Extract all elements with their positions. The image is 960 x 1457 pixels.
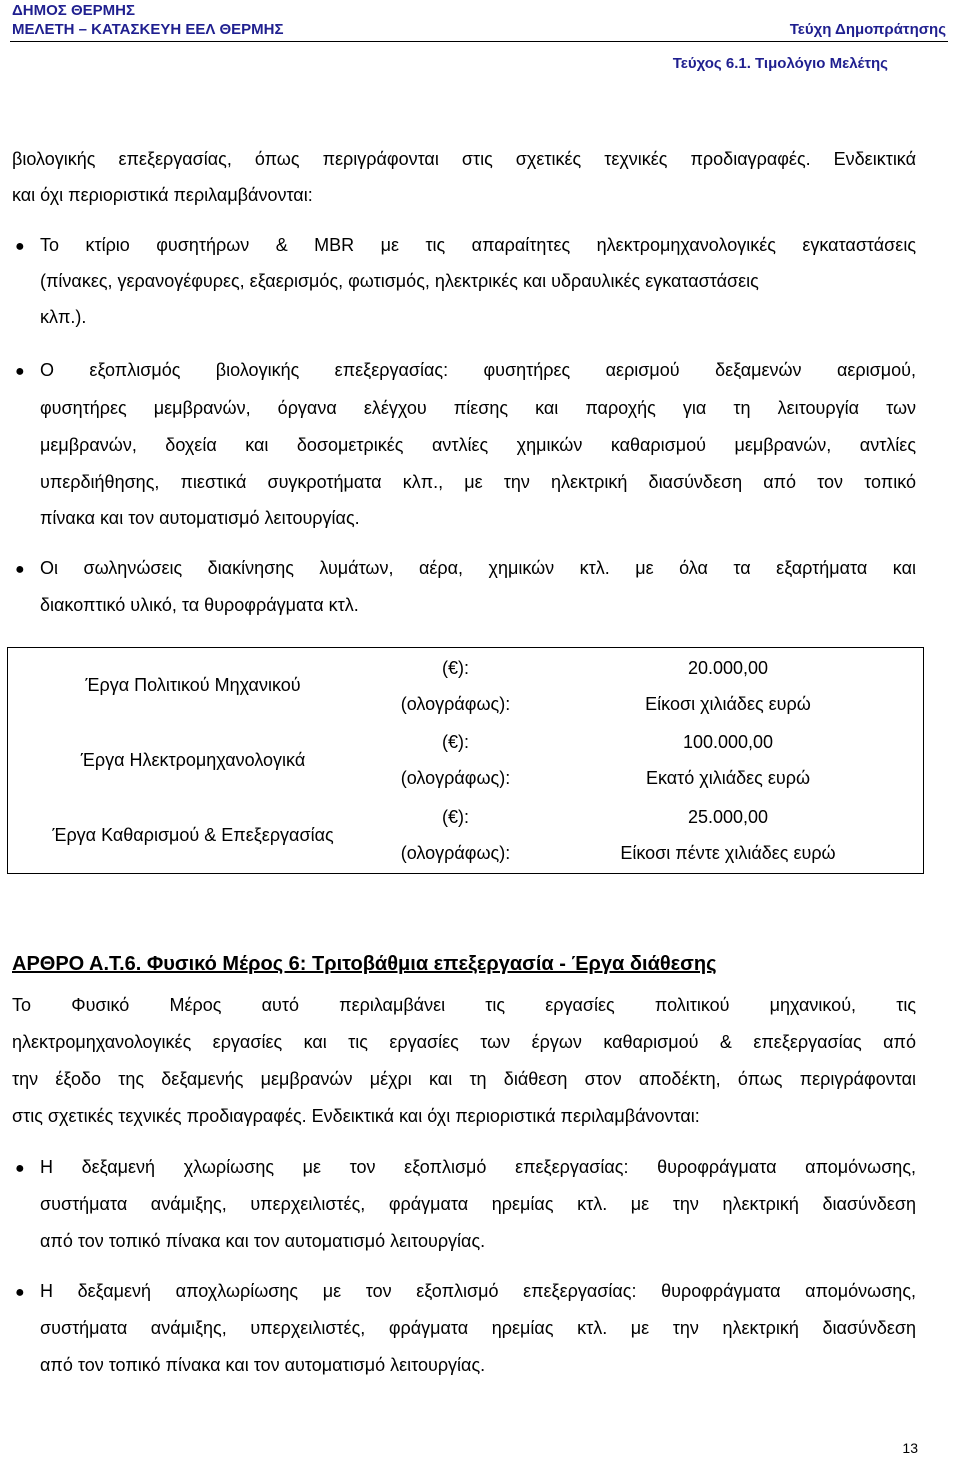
article-para-line-3: την έξοδο της δεξαμενής μεμβρανών μέχρι και τη διάθεση στον αποδέκτη, όπως περιγράφονται <box>12 1069 916 1089</box>
words-label: (ολογράφως): <box>400 843 511 864</box>
bullet-1-line-1: Το κτίριο φυσητήρων & MBR με τις απαραίτητες ηλεκτρομηχανολογικές εγκαταστάσεις <box>40 235 916 255</box>
euro-label: (€): <box>442 807 469 828</box>
bullet-2-line-5: πίνακα και τον αυτοματισμό λειτουργίας. <box>40 508 360 528</box>
work-category: Έργα Καθαρισμού & Επεξεργασίας <box>52 824 334 845</box>
amount: 25.000,00 <box>687 807 769 828</box>
header-section: Τεύχος 6.1. Τιμολόγιο Μελέτης <box>672 55 888 72</box>
work-category: Έργα Ηλεκτρομηχανολογικά <box>80 749 306 770</box>
bullet-2-line-2: φυσητήρες μεμβρανών, όργανα ελέγχου πίεσης και παροχής για τη λειτουργία των <box>40 398 916 418</box>
bullet-icon: ● <box>15 1284 25 1301</box>
bullet-2-line-3: μεμβρανών, δοχεία και δοσομετρικές αντλίες χημικών καθαρισμού μεμβρανών, αντλίες <box>40 435 916 455</box>
page-header <box>0 0 960 86</box>
bullet-5-line-1: Η δεξαμενή αποχλωρίωσης με τον εξοπλισμό επεξεργασίας: θυροφράγματα απομόνωσης, <box>40 1281 916 1301</box>
bullet-1-line-3: κλπ.). <box>40 307 87 327</box>
bullet-icon: ● <box>15 238 25 255</box>
bullet-3-line-2: διακοπτικό υλικό, τα θυροφράγματα κτλ. <box>40 595 359 615</box>
amount-in-words: Είκοσι χιλιάδες ευρώ <box>645 693 811 714</box>
bullet-4-line-3: από τον τοπικό πίνακα και τον αυτοματισμό λειτουργίας. <box>40 1231 486 1251</box>
words-label: (ολογράφως): <box>400 693 511 714</box>
table-row <box>8 723 924 798</box>
bullet-icon: ● <box>15 363 25 380</box>
bullet-4-line-1: Η δεξαμενή χλωρίωσης με τον εξοπλισμό επεξεργασίας: θυροφράγματα απομόνωσης, <box>40 1157 916 1177</box>
intro-line-2: και όχι περιοριστικά περιλαμβάνονται: <box>12 185 313 205</box>
amount-in-words: Είκοσι πέντε χιλιάδες ευρώ <box>620 843 836 864</box>
intro-line-1: βιολογικής επεξεργασίας, όπως περιγράφονται στις σχετικές τεχνικές προδιαγραφές. Ενδεικτικά <box>12 149 916 169</box>
article-para-line-4: στις σχετικές τεχνικές προδιαγραφές. Ενδεικτικά και όχι περιοριστικά περιλαμβάνονται: <box>12 1106 700 1126</box>
work-category: Έργα Πολιτικού Μηχανικού <box>85 675 301 695</box>
bullet-3-line-1: Οι σωληνώσεις διακίνησης λυμάτων, αέρα, χημικών κτλ. με όλα τα εξαρτήματα και <box>40 558 916 578</box>
table-row <box>8 648 924 724</box>
table-row <box>8 798 924 874</box>
header-project: ΜΕΛΕΤΗ – ΚΑΤΑΣΚΕΥΗ ΕΕΛ ΘΕΡΜΗΣ <box>12 21 284 38</box>
amount: 100.000,00 <box>682 732 774 753</box>
bullet-5-line-2: συστήματα ανάμιξης, υπερχειλιστές, φράγματα ηρεμίας κτλ. με την ηλεκτρική διασύνδεση <box>40 1318 916 1338</box>
header-document: Τεύχη Δημοπράτησης <box>789 21 946 38</box>
amount-in-words: Εκατό χιλιάδες ευρώ <box>645 768 811 789</box>
words-label: (ολογράφως): <box>400 768 511 789</box>
bullet-2-line-4: υπερδιήθησης, πιεστικά συγκροτήματα κλπ., με την ηλεκτρική διασύνδεση από τον τοπικό <box>40 472 916 492</box>
bullet-icon: ● <box>15 561 25 578</box>
bullet-2-line-1: Ο εξοπλισμός βιολογικής επεξεργασίας: φυσητήρες αερισμού δεξαμενών αερισμού, <box>40 360 916 380</box>
header-org: ΔΗΜΟΣ ΘΕΡΜΗΣ <box>12 2 135 19</box>
bullet-4-line-2: συστήματα ανάμιξης, υπερχειλιστές, φράγματα ηρεμίας κτλ. με την ηλεκτρική διασύνδεση <box>40 1194 916 1214</box>
amount: 20.000,00 <box>687 657 769 678</box>
bullet-icon: ● <box>15 1160 25 1177</box>
page-number: 13 <box>902 1440 918 1456</box>
euro-label: (€): <box>442 657 469 678</box>
bullet-1-line-2: (πίνακες, γερανογέφυρες, εξαερισμός, φωτισμός, ηλεκτρικές και υδραυλικές εγκαταστάσεις <box>40 271 759 291</box>
cost-table <box>7 647 924 874</box>
euro-label: (€): <box>442 732 469 753</box>
header-divider <box>10 41 948 42</box>
article-title: ΑΡΘΡΟ Α.Τ.6. Φυσικό Μέρος 6: Τριτοβάθμια επεξεργασία - Έργα διάθεσης <box>12 953 717 975</box>
article-para-line-2: ηλεκτρομηχανολογικές εργασίες και τις εργασίες των έργων καθαρισμού & επεξεργασίας από <box>12 1032 916 1052</box>
bullet-5-line-3: από τον τοπικό πίνακα και τον αυτοματισμό λειτουργίας. <box>40 1355 486 1375</box>
article-para-line-1: Το Φυσικό Μέρος αυτό περιλαμβάνει τις εργασίες πολιτικού μηχανικού, τις <box>12 995 916 1015</box>
